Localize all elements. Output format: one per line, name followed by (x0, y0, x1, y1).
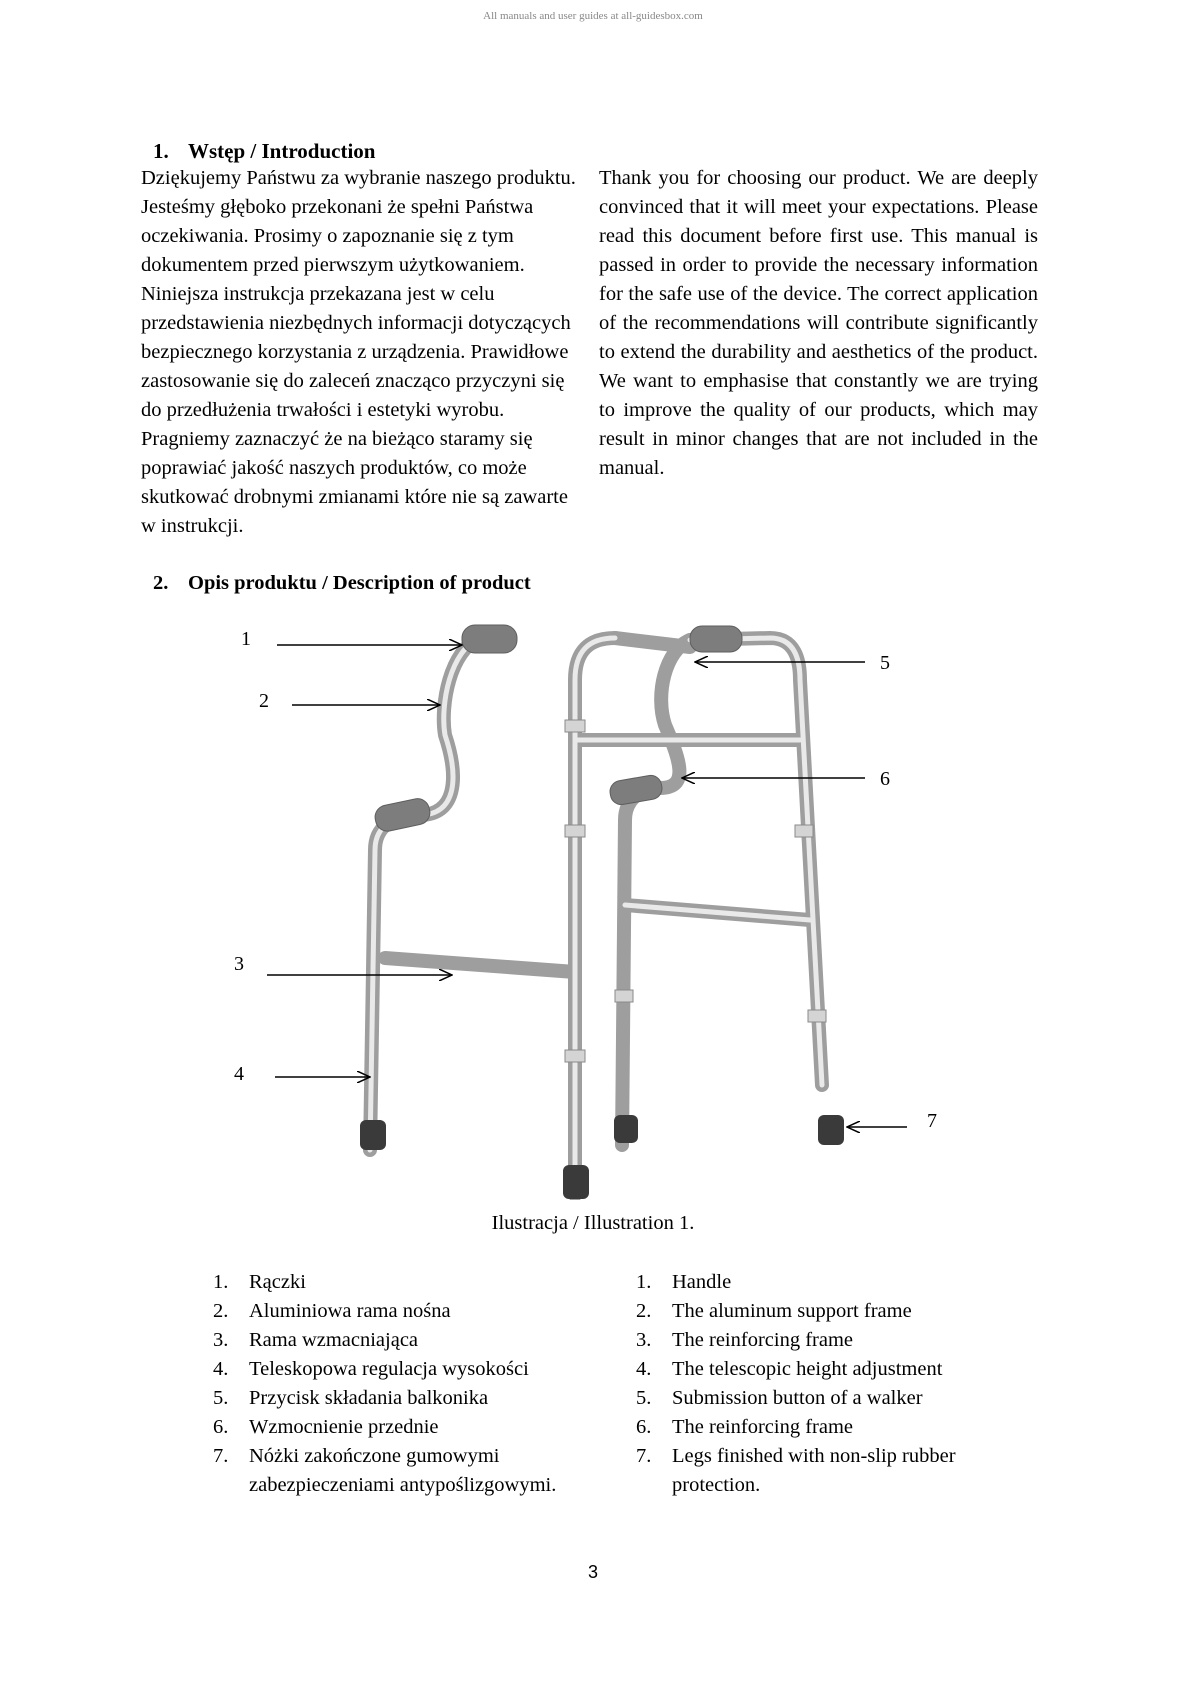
list-item-number: 1. (636, 1271, 652, 1293)
section-1-heading (153, 139, 375, 164)
callout-4: 4 (234, 1063, 244, 1085)
list-item (636, 1268, 1016, 1297)
callout-7: 7 (927, 1110, 937, 1132)
walker-frame (370, 638, 822, 1195)
list-item-text: The reinforcing frame (672, 1416, 853, 1438)
list-item-text: Aluminiowa rama nośna (249, 1300, 451, 1322)
figure-caption: Ilustracja / Illustration 1. (491, 1212, 695, 1234)
callout-3: 3 (234, 953, 244, 975)
walker-illustration (0, 620, 1186, 1200)
section-2-heading (153, 572, 531, 595)
list-item-text: Rączki (249, 1271, 306, 1293)
list-item-number: 6. (636, 1416, 652, 1438)
section-1-title: Wstęp / Introduction (188, 139, 376, 163)
list-item-number: 4. (636, 1358, 652, 1380)
intro-text-polish: Dziękujemy Państwu za wybranie naszego produktu. Jesteśmy głęboko przekonani że spełni Państwa oczekiwania. Prosimy o zapoznanie się z tym dokumentem przed pierwszym użytkowaniem. Niniejsza instrukcja przekazana jest w celu przedstawienia niezbędnych informacji dotyczących bezpiecznego korzystania z urządzenia. Prawidłowe zastosowanie się do zaleceń znacząco przyczyni się do przedłużenia trwałości i estetyki wyrobu. Pragniemy zaznaczyć że na bieżąco staramy się poprawiać jakość naszych produktów, co może skutkować drobnymi zmianami które nie są zawarte w instrukcji. (141, 167, 576, 537)
list-item-text: Nóżki zakończone gumowymi zabezpieczeniami antypoślizgowymi. (249, 1445, 557, 1496)
list-item (213, 1413, 613, 1442)
list-item-text: The reinforcing frame (672, 1329, 853, 1351)
list-item-number: 5. (636, 1387, 652, 1409)
list-item-text: Przycisk składania balkonika (249, 1387, 489, 1409)
callout-5: 5 (880, 652, 890, 674)
list-item-text: Submission button of a walker (672, 1387, 923, 1409)
list-item-number: 7. (636, 1445, 652, 1467)
section-2-title: Opis produktu / Description of product (188, 572, 531, 594)
list-item-text: Handle (672, 1271, 732, 1293)
list-item-number: 5. (213, 1387, 229, 1409)
list-item (213, 1326, 613, 1355)
list-item-number: 2. (636, 1300, 652, 1322)
list-item-number: 6. (213, 1416, 229, 1438)
list-item (636, 1326, 1016, 1355)
list-item (213, 1268, 613, 1297)
list-item-text: The telescopic height adjustment (672, 1358, 943, 1380)
parts-list-polish (213, 1268, 613, 1500)
list-item-number: 3. (636, 1329, 652, 1351)
section-2-number: 2. (153, 572, 169, 594)
page-number: 3 (587, 1562, 598, 1582)
list-item-text: The aluminum support frame (672, 1300, 912, 1322)
section-1-number: 1. (153, 139, 169, 163)
list-item (636, 1384, 1016, 1413)
header-note: All manuals and user guides at all-guidesbox.com (483, 10, 703, 22)
list-item-number: 1. (213, 1271, 229, 1293)
list-item-text: Legs finished with non-slip rubber protection. (672, 1445, 956, 1496)
callout-2: 2 (259, 690, 269, 712)
list-item-number: 3. (213, 1329, 229, 1351)
walker-feet (360, 1115, 844, 1199)
list-item-text: Rama wzmacniająca (249, 1329, 419, 1351)
callout-1: 1 (241, 628, 251, 650)
list-item (213, 1384, 613, 1413)
walker-handles (373, 625, 742, 833)
list-item-number: 2. (213, 1300, 229, 1322)
list-item-text: Teleskopowa regulacja wysokości (249, 1358, 529, 1380)
list-item (213, 1297, 613, 1326)
list-item (636, 1297, 1016, 1326)
list-item-number: 4. (213, 1358, 229, 1380)
list-item (636, 1355, 1016, 1384)
list-item (636, 1442, 1016, 1500)
list-item (213, 1355, 613, 1384)
list-item-number: 7. (213, 1445, 229, 1467)
intro-text-english: Thank you for choosing our product. We are deeply convinced that it will meet your expectations. Please read this document before first use. This manual is passed in order to provide the necessary information for the safe use of the device. The correct application of the recommendations will contribute significantly to extend the durability and aesthetics of the product. We want to emphasise that constantly we are trying to improve the quality of our products, which may result in minor changes that are not included in the manual. (599, 167, 1038, 479)
callout-6: 6 (880, 768, 890, 790)
list-item-text: Wzmocnienie przednie (249, 1416, 439, 1438)
list-item (213, 1442, 613, 1500)
walker-drawing (0, 620, 1186, 1200)
parts-list-english (636, 1268, 1016, 1500)
list-item (636, 1413, 1016, 1442)
walker-joints (565, 720, 826, 1062)
